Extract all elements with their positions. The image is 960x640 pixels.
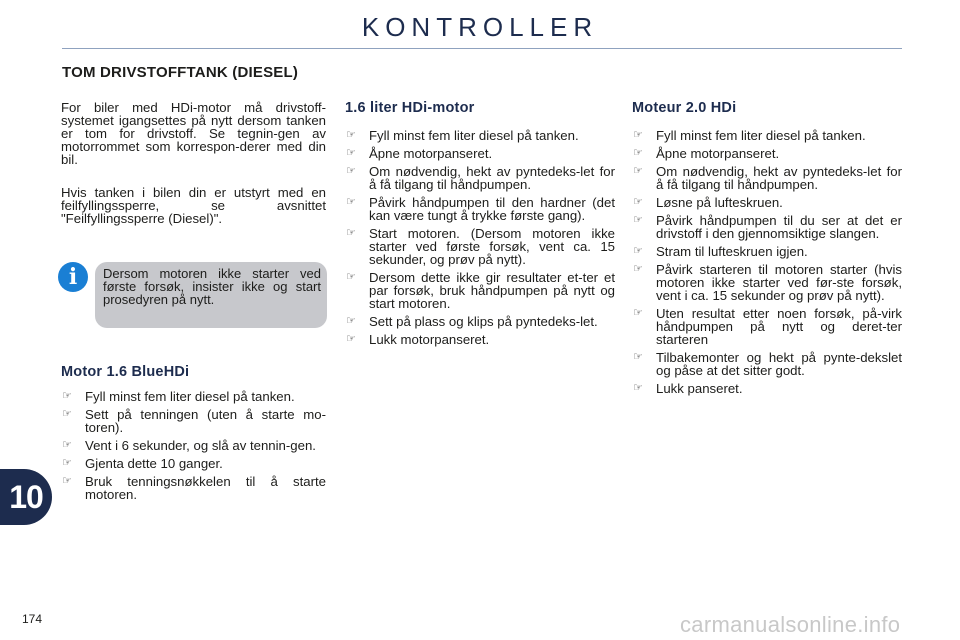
step-item <box>632 263 902 302</box>
step-text: Uten resultat etter noen forsøk, på-virk håndpumpen på nytt og deret-ter starteren <box>656 306 902 347</box>
hand-pointer-icon: ☞ <box>633 196 643 208</box>
chapter-tab <box>0 469 52 525</box>
step-item <box>632 351 902 377</box>
step-item <box>345 147 615 160</box>
page-number: 174 <box>22 612 43 626</box>
hand-pointer-icon: ☞ <box>633 147 643 159</box>
chapter-number: 10 <box>9 478 43 515</box>
step-item <box>61 475 326 501</box>
step-text: Sett på tenningen (uten å starte mo-toren). <box>85 407 326 435</box>
step-text: Fyll minst fem liter diesel på tanken. <box>85 389 295 404</box>
bluehdi-steps <box>61 390 326 506</box>
step-item <box>345 271 615 310</box>
intro-paragraph-1: For biler med HDi-motor må drivstoff-systemet igangsettes på nytt dersom tanken er tom for drivstoff. Se tegnin-gen av motorrommet som korrespon-derer med din bil. <box>61 100 326 167</box>
hdi16-title: 1.6 liter HDi-motor <box>345 100 475 116</box>
step-text: Start motoren. (Dersom motoren ikke starter ved første forsøk, vent ca. 15 sekunder, og prøv på nytt). <box>369 226 615 267</box>
hdi20-steps <box>632 129 902 400</box>
page-header-title: KONTROLLER <box>361 12 599 42</box>
step-text: Påvirk håndpumpen til den hardner (det kan være tungt å trykke første gang). <box>369 195 615 223</box>
step-item <box>632 245 902 258</box>
step-text: Vent i 6 sekunder, og slå av tennin-gen. <box>85 438 316 453</box>
step-text: Om nødvendig, hekt av pyntedeks-let for å få tilgang til håndpumpen. <box>656 164 902 192</box>
step-item <box>345 333 615 346</box>
info-icon-glyph: i <box>68 264 78 290</box>
hand-pointer-icon: ☞ <box>633 165 643 177</box>
hand-pointer-icon: ☞ <box>346 165 356 177</box>
step-text: Fyll minst fem liter diesel på tanken. <box>656 128 866 143</box>
watermark: carmanualsonline.info <box>680 612 901 637</box>
step-text: Lukk motorpanseret. <box>369 332 490 347</box>
step-item <box>345 196 615 222</box>
step-text: Løsne på lufteskruen. <box>656 195 783 210</box>
step-text: Stram til lufteskruen igjen. <box>656 244 808 259</box>
hand-pointer-icon: ☞ <box>633 307 643 319</box>
step-text: Bruk tenningsnøkkelen til å starte motoren. <box>85 474 326 502</box>
hand-pointer-icon: ☞ <box>346 333 356 345</box>
intro-text <box>61 101 326 225</box>
section-title: TOM DRIVSTOFFTANK (DIESEL) <box>62 64 299 81</box>
hand-pointer-icon: ☞ <box>346 315 356 327</box>
header-divider <box>62 48 902 49</box>
step-text: Påvirk håndpumpen til du ser at det er drivstoff i den gjennomsiktige slangen. <box>656 213 902 241</box>
step-item <box>345 315 615 328</box>
hand-pointer-icon: ☞ <box>346 227 356 239</box>
hdi16-steps <box>345 129 615 351</box>
info-note: Dersom motoren ikke starter ved første forsøk, insister ikke og start prosedyren på nytt. <box>95 262 327 328</box>
info-icon <box>58 262 88 292</box>
step-text: Tilbakemonter og hekt på pynte-dekslet og påse at det sitter godt. <box>656 350 902 378</box>
hand-pointer-icon: ☞ <box>633 129 643 141</box>
step-item <box>345 165 615 191</box>
step-text: Åpne motorpanseret. <box>369 146 493 161</box>
step-item <box>61 439 326 452</box>
step-item <box>632 196 902 209</box>
hdi16-section-heading <box>345 102 615 115</box>
hdi20-title: Moteur 2.0 HDi <box>632 100 737 116</box>
step-text: Åpne motorpanseret. <box>656 146 780 161</box>
step-text: Lukk panseret. <box>656 381 743 396</box>
hand-pointer-icon: ☞ <box>633 351 643 363</box>
step-item <box>632 165 902 191</box>
hand-pointer-icon: ☞ <box>62 390 72 402</box>
step-text: Dersom dette ikke gir resultater et-ter et par forsøk, bruk håndpumpen på nytt og start motoren. <box>369 270 615 311</box>
hand-pointer-icon: ☞ <box>346 196 356 208</box>
step-item <box>61 408 326 434</box>
step-text: Gjenta dette 10 ganger. <box>85 456 223 471</box>
hand-pointer-icon: ☞ <box>62 408 72 420</box>
step-item <box>632 129 902 142</box>
step-text: Sett på plass og klips på pyntedeks-let. <box>369 314 598 329</box>
hand-pointer-icon: ☞ <box>633 263 643 275</box>
step-item <box>632 214 902 240</box>
hand-pointer-icon: ☞ <box>62 475 72 487</box>
step-text: Om nødvendig, hekt av pyntedeks-let for å få tilgang til håndpumpen. <box>369 164 615 192</box>
step-item <box>345 129 615 142</box>
hand-pointer-icon: ☞ <box>633 214 643 226</box>
step-item <box>632 382 902 395</box>
hand-pointer-icon: ☞ <box>633 245 643 257</box>
step-item <box>61 390 326 403</box>
hand-pointer-icon: ☞ <box>62 439 72 451</box>
step-item <box>632 307 902 346</box>
step-item <box>632 147 902 160</box>
hand-pointer-icon: ☞ <box>346 129 356 141</box>
hdi20-section-heading <box>632 102 902 115</box>
step-text: Påvirk starteren til motoren starter (hvis motoren ikke starter ved før-ste forsøk, vent i ca. 15 sekunder og prøv på nytt). <box>656 262 902 303</box>
hand-pointer-icon: ☞ <box>346 147 356 159</box>
hand-pointer-icon: ☞ <box>633 382 643 394</box>
step-item <box>61 457 326 470</box>
hand-pointer-icon: ☞ <box>62 457 72 469</box>
step-text: Fyll minst fem liter diesel på tanken. <box>369 128 579 143</box>
intro-paragraph-2: Hvis tanken i bilen din er utstyrt med en feilfyllingssperre, se avsnittet "Feilfyllingssperre (Diesel)". <box>61 185 326 226</box>
step-item <box>345 227 615 266</box>
hand-pointer-icon: ☞ <box>346 271 356 283</box>
bluehdi-title: Motor 1.6 BlueHDi <box>61 364 190 380</box>
bluehdi-section-heading <box>61 364 189 380</box>
